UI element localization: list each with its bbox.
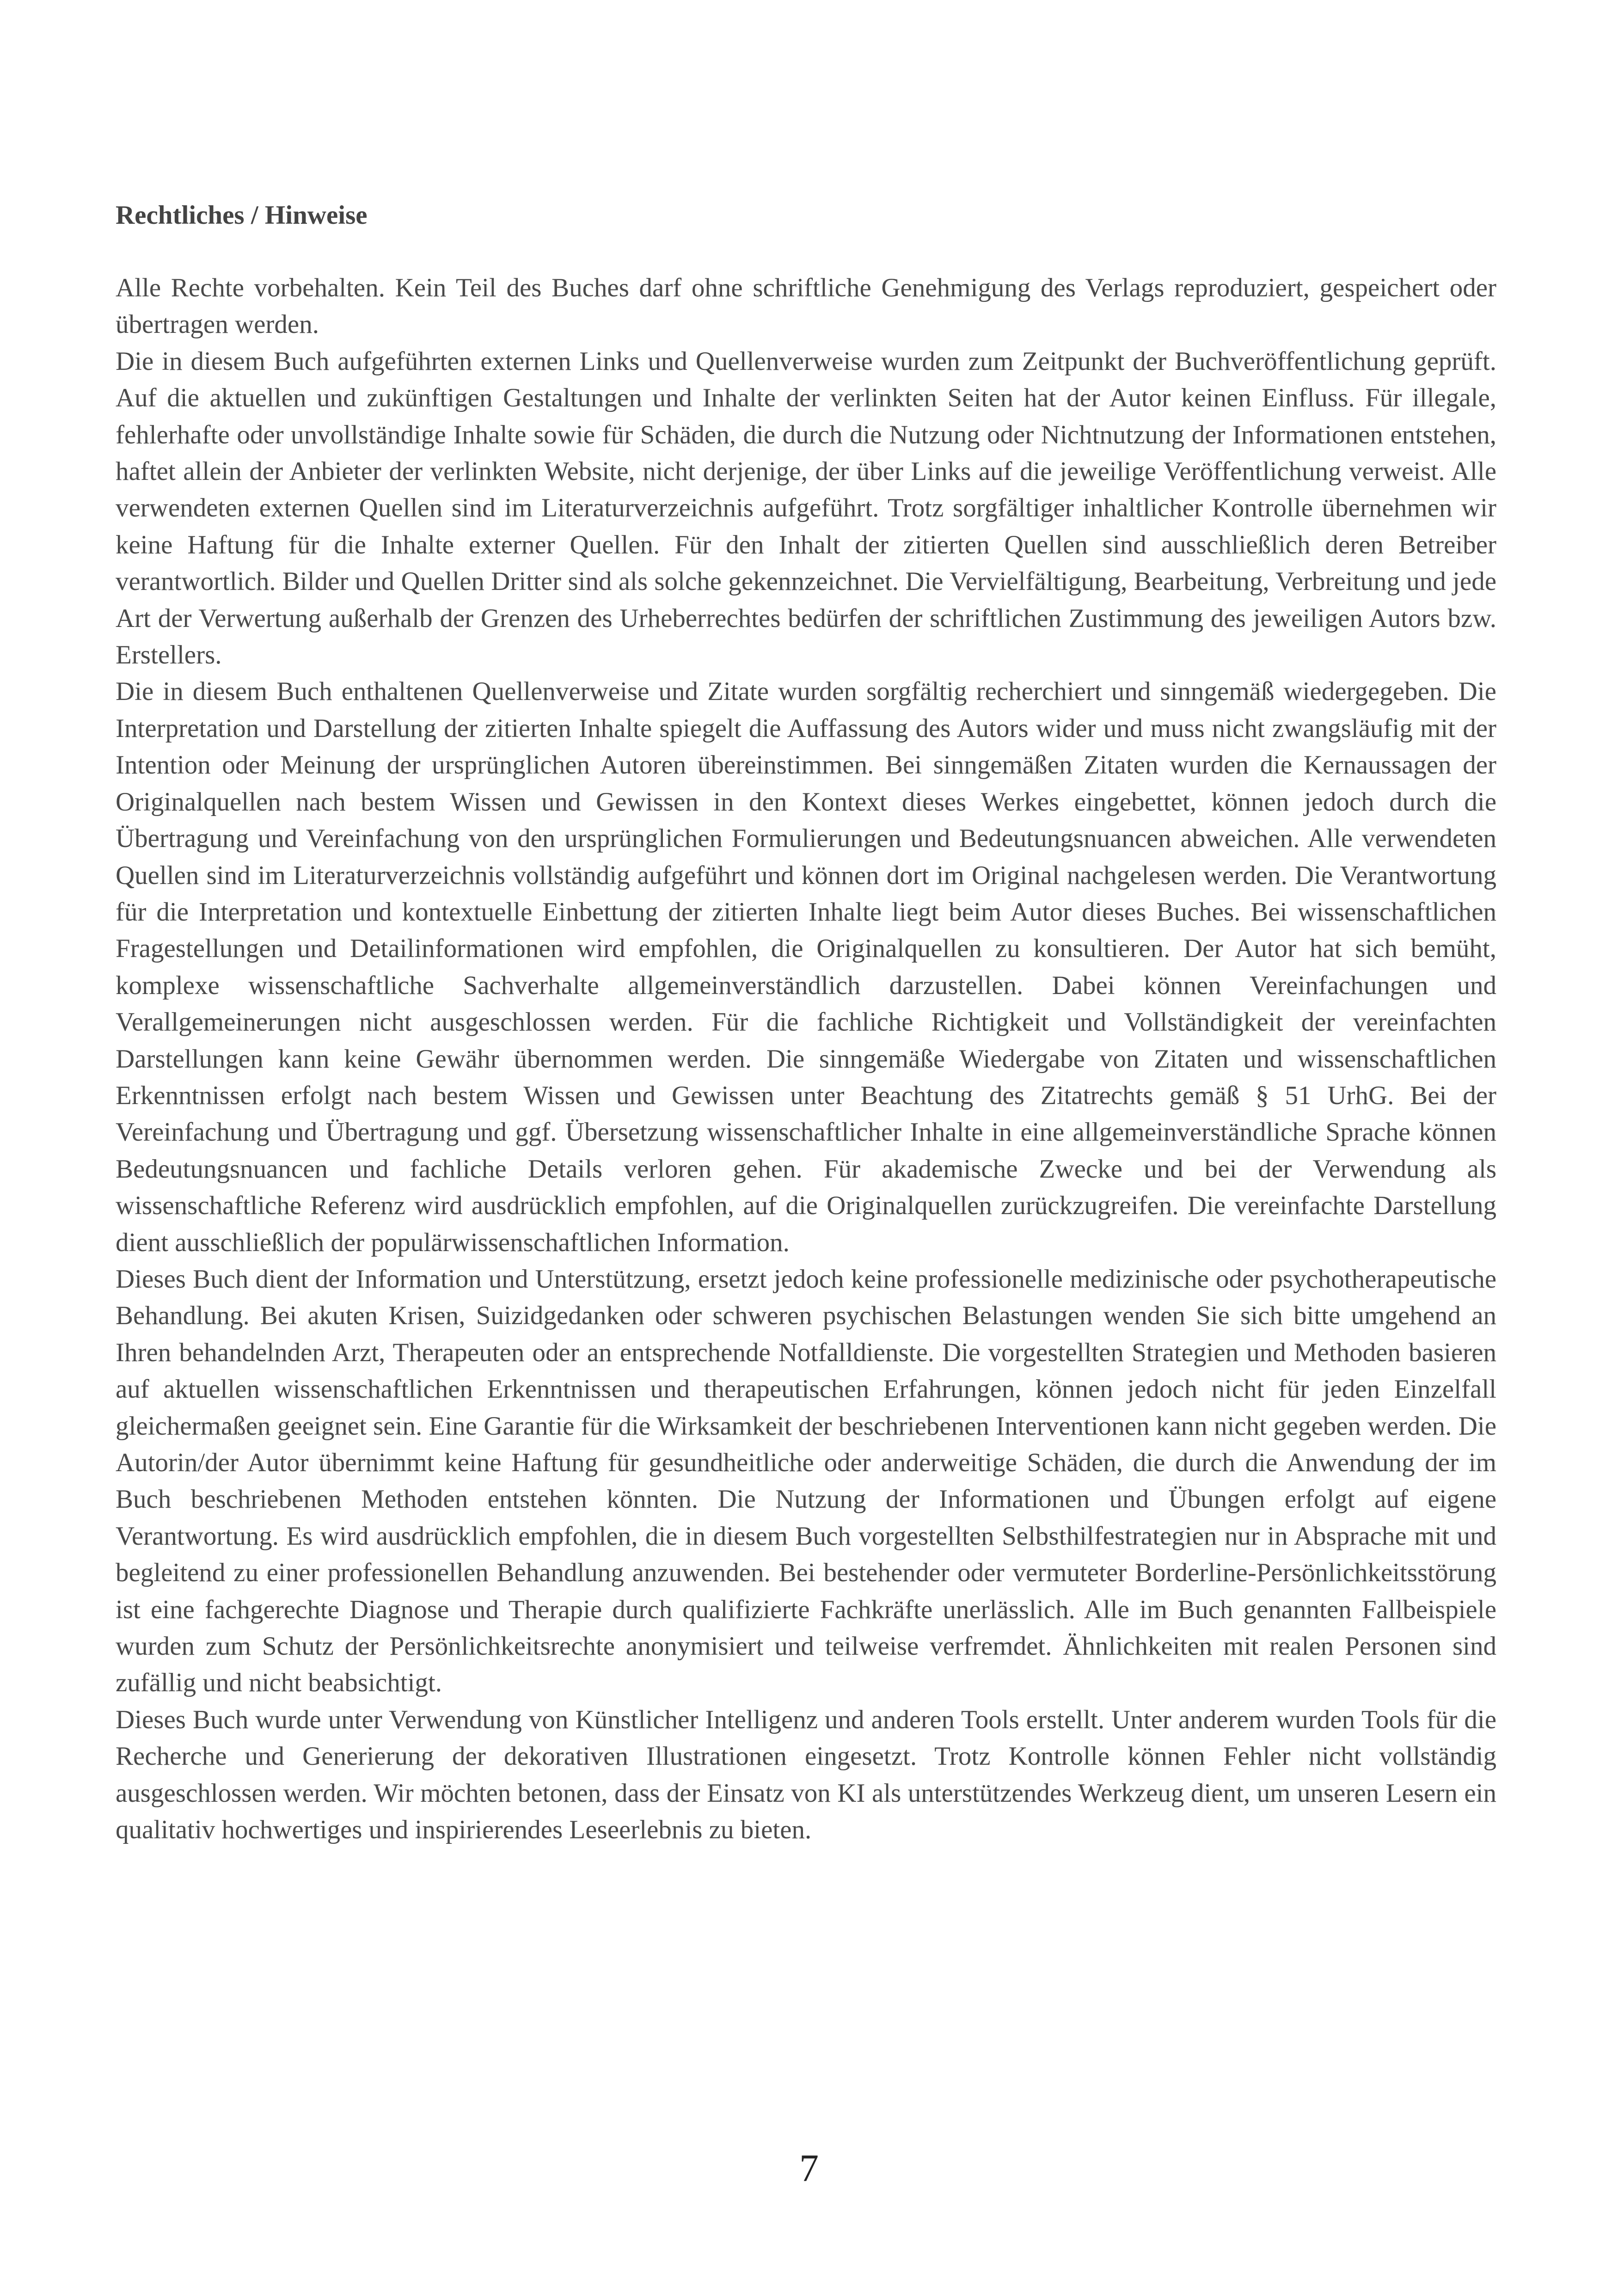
paragraph-rights: Alle Rechte vorbehalten. Kein Teil des Buches darf ohne schriftliche Genehmigung des Verlags reproduziert, gespeichert oder übertragen werden.: [116, 273, 1496, 339]
paragraph-ai-notice: Dieses Buch wurde unter Verwendung von Künstlicher Intelligenz und anderen Tools erstellt. Unter anderem wurden Tools für die Recherche und Generierung der dekorativen Illustrationen eingesetzt. Trotz Kontrolle können Fehler nicht vollständig ausgeschlossen werden. Wir möchten betonen, dass der Einsatz von KI als unterstützendes Werkzeug dient, um unseren Lesern ein qualitativ hochwertiges und inspirierendes Leseerlebnis zu bieten.: [116, 1705, 1496, 1845]
page-number: 7: [799, 2147, 819, 2190]
page-title: Rechtliches / Hinweise: [116, 201, 368, 230]
paragraph-citations: Die in diesem Buch enthaltenen Quellenverweise und Zitate wurden sorgfältig recherchiert und sinngemäß wiedergegeben. Die Interpretation und Darstellung der zitierten Inhalte spiegelt die Auffassung des Autors wider und muss nicht zwangsläufig mit der Intention oder Meinung der ursprünglichen Autoren übereinstimmen. Bei sinngemäßen Zitaten wurden die Kernaussagen der Originalquellen nach bestem Wissen und Gewissen in den Kontext dieses Werkes eingebettet, können jedoch durch die Übertragung und Vereinfachung von den ursprünglichen Formulierungen und Bedeutungsnuancen abweichen. Alle verwendeten Quellen sind im Literaturverzeichnis vollständig aufgeführt und können dort im Original nachgelesen werden. Die Verantwortung für die Interpretation und kontextuelle Einbettung der zitierten Inhalte liegt beim Autor dieses Buches. Bei wissenschaftlichen Fragestellungen und Detailinformationen wird empfohlen, die Originalquellen zu konsultieren. Der Autor hat sich bemüht, komplexe wissenschaftliche Sachverhalte allgemeinverständlich darzustellen. Dabei können Vereinfachungen und Verallgemeinerungen nicht ausgeschlossen werden. Für die fachliche Richtigkeit und Vollständigkeit der vereinfachten Darstellungen kann keine Gewähr übernommen werden. Die sinngemäße Wiedergabe von Zitaten und wissenschaftlichen Erkenntnissen erfolgt nach bestem Wissen und Gewissen unter Beachtung des Zitatrechts gemäß § 51 UrhG. Bei der Vereinfachung und Übertragung und ggf. Übersetzung wissenschaftlicher Inhalte in eine allgemeinverständliche Sprache können Bedeutungsnuancen und fachliche Details verloren gehen. Für akademische Zwecke und bei der Verwendung als wissenschaftliche Referenz wird ausdrücklich empfohlen, auf die Originalquellen zurückzugreifen. Die vereinfachte Darstellung dient ausschließlich der populärwissenschaftlichen Information.: [116, 677, 1496, 1257]
body-text: [116, 270, 1496, 1848]
paragraph-medical-disclaimer: Dieses Buch dient der Information und Unterstützung, ersetzt jedoch keine professionelle medizinische oder psychotherapeutische Behandlung. Bei akuten Krisen, Suizidgedanken oder schweren psychischen Belastungen wenden Sie sich bitte umgehend an Ihren behandelnden Arzt, Therapeuten oder an entsprechende Notfalldienste. Die vorgestellten Strategien und Methoden basieren auf aktuellen wissenschaftlichen Erkenntnissen und therapeutischen Erfahrungen, können jedoch nicht für jeden Einzelfall gleichermaßen geeignet sein. Eine Garantie für die Wirksamkeit der beschriebenen Interventionen kann nicht gegeben werden. Die Autorin/der Autor übernimmt keine Haftung für gesundheitliche oder anderweitige Schäden, die durch die Anwendung der im Buch beschriebenen Methoden entstehen könnten. Die Nutzung der Informationen und Übungen erfolgt auf eigene Verantwortung. Es wird ausdrücklich empfohlen, die in diesem Buch vorgestellten Selbsthilfestrategien nur in Absprache mit und begleitend zu einer professionellen Behandlung anzuwenden. Bei bestehender oder vermuteter Borderline-Persönlichkeitsstörung ist eine fachgerechte Diagnose und Therapie durch qualifizierte Fachkräfte unerlässlich. Alle im Buch genannten Fallbeispiele wurden zum Schutz der Persönlichkeitsrechte anonymisiert und teilweise verfremdet. Ähnlichkeiten mit realen Personen sind zufällig und nicht beabsichtigt.: [116, 1264, 1496, 1698]
paragraph-external-links: Die in diesem Buch aufgeführten externen Links und Quellenverweise wurden zum Zeitpunkt der Buchveröffentlichung geprüft. Auf die aktuellen und zukünftigen Gestaltungen und Inhalte der verlinkten Seiten hat der Autor keinen Einfluss. Für illegale, fehlerhafte oder unvollständige Inhalte sowie für Schäden, die durch die Nutzung oder Nichtnutzung der Informationen entstehen, haftet allein der Anbieter der verlinkten Website, nicht derjenige, der über Links auf die jeweilige Veröffentlichung verweist. Alle verwendeten externen Quellen sind im Literaturverzeichnis aufgeführt. Trotz sorgfältiger inhaltlicher Kontrolle übernehmen wir keine Haftung für die Inhalte externer Quellen. Für den Inhalt der zitierten Quellen sind ausschließlich deren Betreiber verantwortlich. Bilder und Quellen Dritter sind als solche gekennzeichnet. Die Vervielfältigung, Bearbeitung, Verbreitung und jede Art der Verwertung außerhalb der Grenzen des Urheberrechtes bedürfen der schriftlichen Zustimmung des jeweiligen Autors bzw. Erstellers.: [116, 346, 1496, 670]
